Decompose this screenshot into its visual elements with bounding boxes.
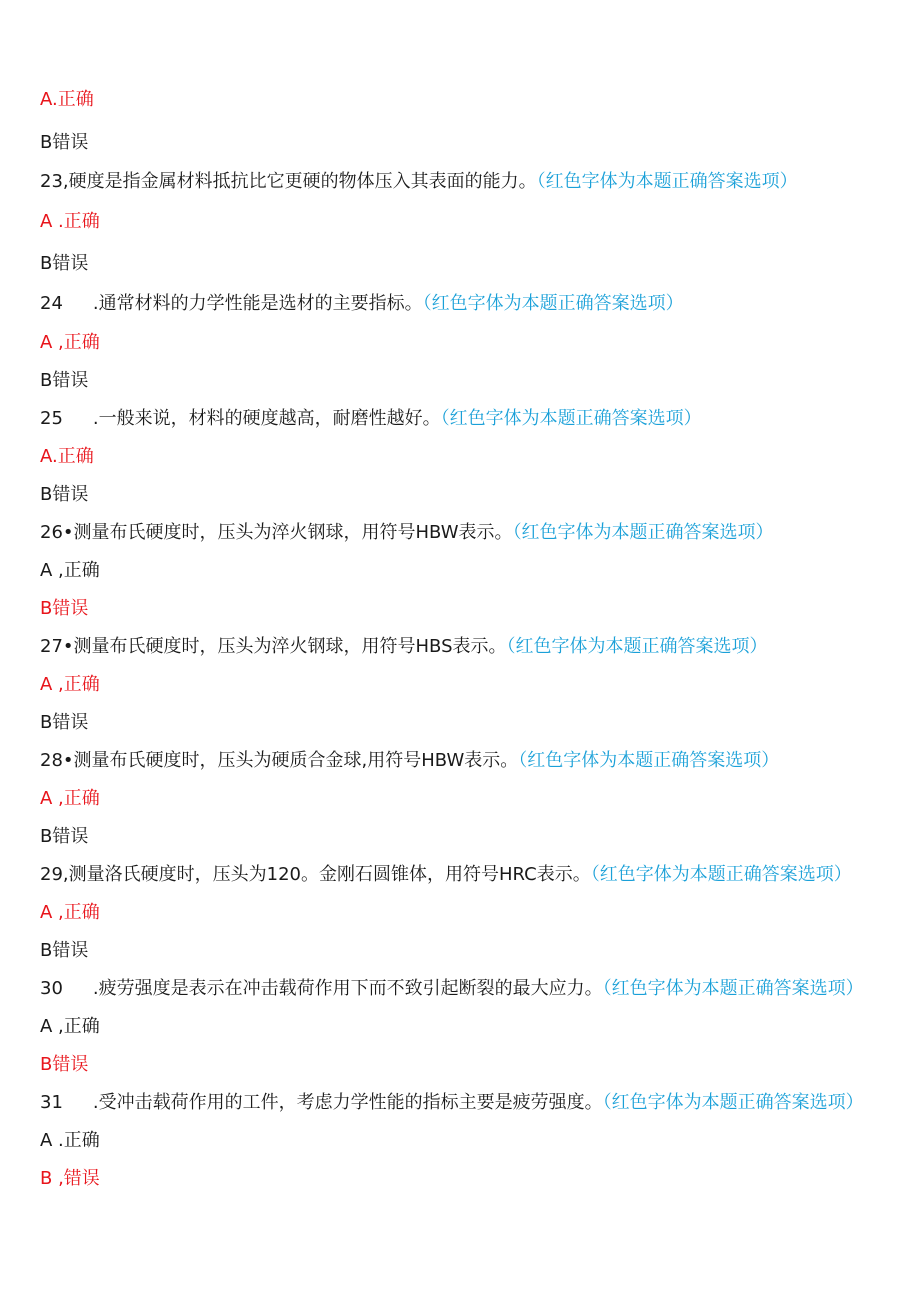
question-text: .疲劳强度是表示在冲击载荷作用下而不致引起断裂的最大应力。: [92, 978, 603, 999]
answer-option: B错误: [40, 826, 89, 847]
question-29: [40, 863, 852, 887]
answer-option-correct: B ,错误: [40, 1168, 100, 1189]
question-28: [40, 749, 779, 773]
question-23: [40, 170, 798, 194]
answer-option-correct: A ,正确: [40, 902, 100, 923]
answer-option: A .正确: [40, 1130, 100, 1151]
question-text: .通常材料的力学性能是选材的主要指标。: [92, 293, 423, 314]
answer-option-correct: A.正确: [40, 446, 94, 467]
question-27: [40, 635, 768, 659]
question-text: 26•测量布氏硬度时，压头为淬火钢球，用符号HBW表示。: [40, 522, 513, 543]
hint-text: （红色字体为本题正确答案选项）: [440, 408, 702, 429]
question-text: 27•测量布氏硬度时，压头为淬火钢球，用符号HBS表示。: [40, 636, 507, 657]
answer-option: A ,正确: [40, 1016, 100, 1037]
answer-option: B错误: [40, 253, 89, 274]
hint-text: （红色字体为本题正确答案选项）: [518, 750, 780, 771]
question-30: [40, 977, 864, 1001]
question-text: 23,硬度是指金属材料抵抗比它更硬的物体压入其表面的能力。: [40, 171, 537, 192]
answer-option-correct: B错误: [40, 598, 89, 619]
answer-option: A ,正确: [40, 560, 100, 581]
question-text: 28•测量布氏硬度时，压头为硬质合金球,用符号HBW表示。: [40, 750, 519, 771]
hint-text: （红色字体为本题正确答案选项）: [590, 864, 852, 885]
question-25: [40, 407, 702, 431]
hint-text: （红色字体为本题正确答案选项）: [506, 636, 768, 657]
question-number: 24: [40, 293, 63, 314]
answer-option: B错误: [40, 370, 89, 391]
hint-text: （红色字体为本题正确答案选项）: [602, 1092, 864, 1113]
hint-text: （红色字体为本题正确答案选项）: [536, 171, 798, 192]
answer-option: B错误: [40, 712, 89, 733]
question-number: 30: [40, 978, 63, 999]
answer-option-correct: A.正确: [40, 89, 94, 110]
answer-option-correct: A .正确: [40, 211, 100, 232]
question-31: [40, 1091, 864, 1115]
question-number: 25: [40, 408, 63, 429]
question-number: 31: [40, 1092, 63, 1113]
question-24: [40, 292, 684, 316]
answer-option-correct: A ,正确: [40, 332, 100, 353]
answer-option: B错误: [40, 132, 89, 153]
answer-option-correct: A ,正确: [40, 788, 100, 809]
answer-option-correct: B错误: [40, 1054, 89, 1075]
answer-option-correct: A ,正确: [40, 674, 100, 695]
hint-text: （红色字体为本题正确答案选项）: [422, 293, 684, 314]
question-text: 29,测量洛氏硬度时，压头为120。金刚石圆锥体，用符号HRC表示。: [40, 864, 591, 885]
answer-option: B错误: [40, 940, 89, 961]
question-text: .受冲击载荷作用的工件，考虑力学性能的指标主要是疲劳强度。: [92, 1092, 603, 1113]
answer-option: B错误: [40, 484, 89, 505]
question-26: [40, 521, 774, 545]
question-text: .一般来说，材料的硬度越高，耐磨性越好。: [92, 408, 441, 429]
hint-text: （红色字体为本题正确答案选项）: [602, 978, 864, 999]
hint-text: （红色字体为本题正确答案选项）: [512, 522, 774, 543]
